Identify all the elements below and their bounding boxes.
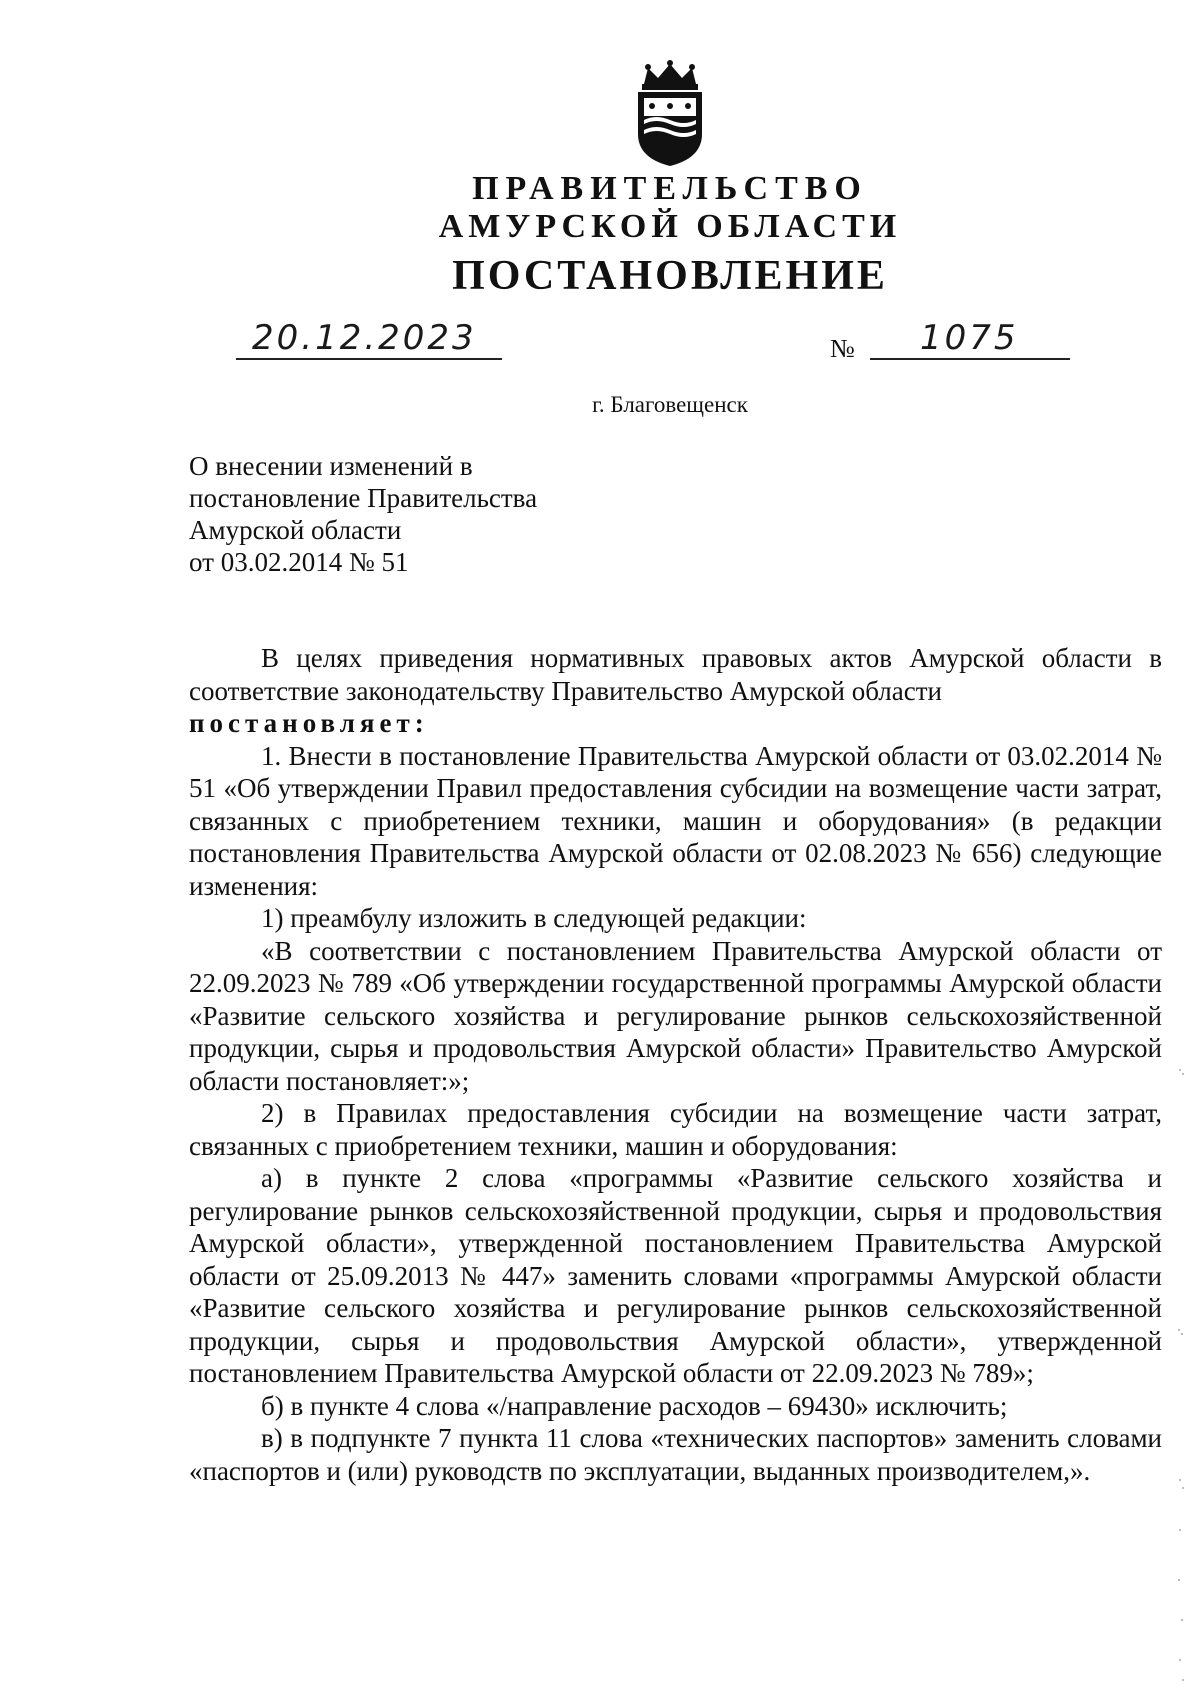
preamble-paragraph: В целях приведения нормативных правовых актов Амурской области в соответствие законодательству Правительство Амурской области: [189, 643, 1162, 706]
city-line: г. Благовещенск: [592, 392, 748, 417]
document-date: 20.12.2023: [236, 318, 502, 360]
organization-name-line1: ПРАВИТЕЛЬСТВО: [472, 170, 868, 207]
subitem-2a-paragraph: а) в пункте 2 слова «программы «Развитие сельского хозяйства и регулирование рынков сельскохозяйственной продукции, сырья и продовольствия Амурской области», утвержденной постановлением Правительства Амурской области от 25.09.2013 № 447» заменить словами «программы Амурской области «Развитие сельского хозяйства и регулирование рынков сельскохозяйственной продукции, сырья и продовольствия Амурской области», утвержденной постановлением Правительства Амурской области от 22.09.2023 № 789»;: [189, 1163, 1162, 1388]
subject-line: О внесении изменений в: [189, 451, 473, 481]
number-label: №: [830, 334, 855, 363]
organization-name-line2: АМУРСКОЙ ОБЛАСТИ: [438, 208, 902, 245]
subject-line: постановление Правительства: [189, 483, 538, 513]
item-1-paragraph: 1. Внести в постановление Правительства Амурской области от 03.02.2014 № 51 «Об утверждении Правил предоставления субсидии на возмещение части затрат, связанных с приобретением техники, машин и оборудования» (в редакции постановления Правительства Амурской области от 02.08.2023 № 656) следующие изменения:: [189, 740, 1162, 901]
subitem-1-text-paragraph: «В соответствии с постановлением Правительства Амурской области от 22.09.2023 № 789 «Об утверждении государственной программы Амурской области «Развитие сельского хозяйства и регулирование рынков сельскохозяйственной продукции, сырья и продовольствия Амурской области» Правительство Амурской области постановляет:»;: [189, 935, 1162, 1096]
subitem-2b-paragraph: б) в пункте 4 слова «/направление расходов – 69430» исключить;: [261, 1390, 1008, 1421]
document-type-title: ПОСТАНОВЛЕНИЕ: [452, 253, 888, 299]
subitem-2-paragraph: 2) в Правилах предоставления субсидии на возмещение части затрат, связанных с приобретением техники, машин и оборудования:: [189, 1098, 1162, 1161]
resolves-keyword: постановляет:: [189, 708, 429, 738]
document-body: [189, 642, 1162, 1487]
subject-line: Амурской области: [189, 515, 402, 545]
coat-of-arms-icon: [628, 60, 712, 168]
document-number: 1075: [870, 318, 1070, 360]
document-subject: [189, 450, 537, 578]
subject-line: от 03.02.2014 № 51: [189, 547, 409, 577]
subitem-1-paragraph: 1) преамбулу изложить в следующей редакции:: [261, 903, 807, 933]
subitem-2c-paragraph: в) в подпункте 7 пункта 11 слова «технических паспортов» заменить словами «паспортов и (или) руководств по эксплуатации, выданных производителем,».: [189, 1423, 1162, 1486]
scan-noise-specks: [1174, 1060, 1188, 1700]
